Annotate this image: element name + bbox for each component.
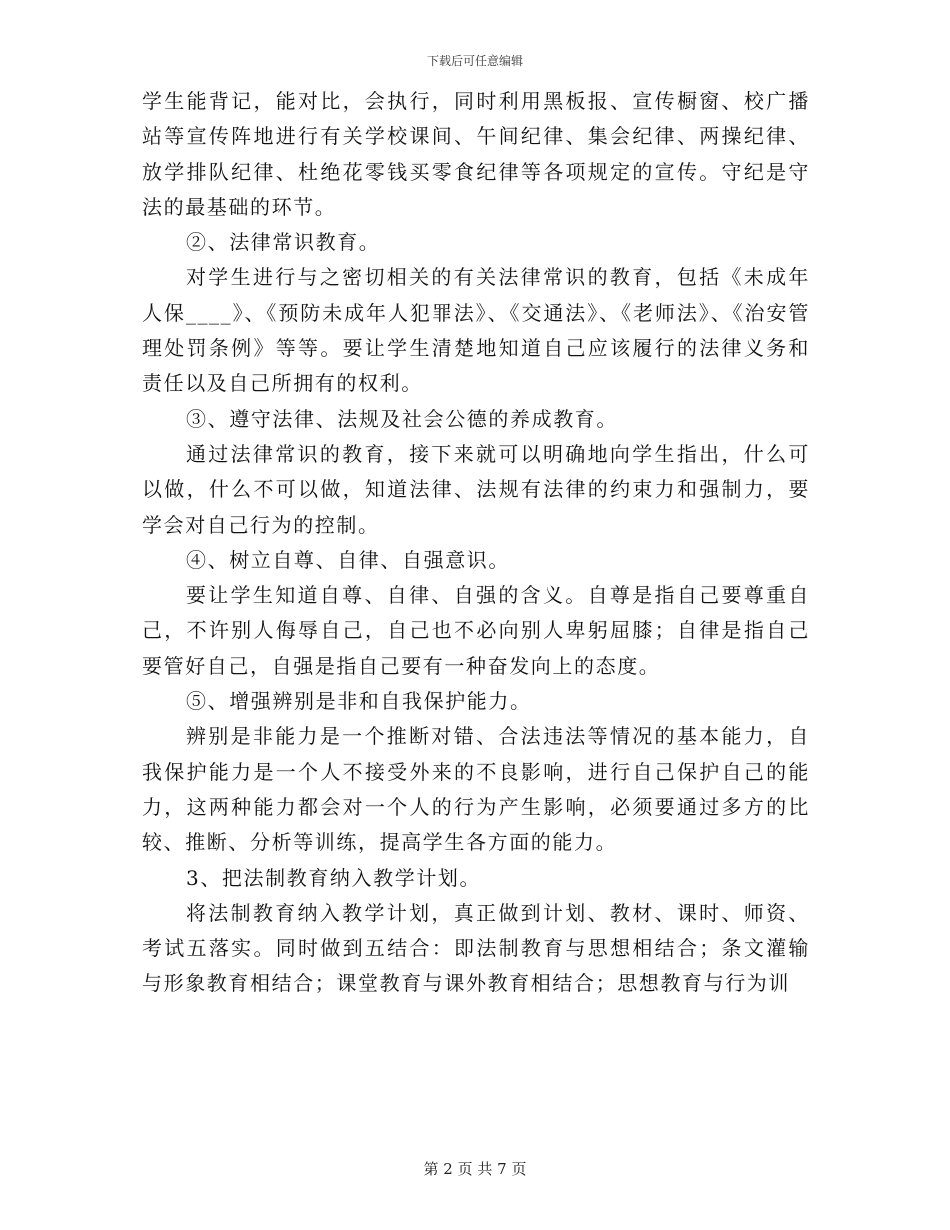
paragraph-law-compliance: 通过法律常识的教育，接下来就可以明确地向学生指出，什么可以做，什么不可以做，知道法律、法规有法律的约束力和强制力，要学会对自己行为的控制。 xyxy=(142,441,810,537)
page-header: 下载后可任意编辑 xyxy=(426,54,523,68)
section-heading-self-respect: ④、树立自尊、自律、自强意识。 xyxy=(186,547,510,572)
section-heading-legal-knowledge: ②、法律常识教育。 xyxy=(186,230,381,255)
paragraph-legal-knowledge: 对学生进行与之密切相关的有关法律常识的教育，包括《未成年人保____》、《预防未成年人犯罪法》、《交通法》、《老师法》、《治安管理处罚条例》等等。要让学生清楚地知道自己应该履行的法律义务和责任以及自己所拥有的权利。 xyxy=(142,265,810,396)
section-heading-teaching-plan: 3、把法制教育纳入教学计划。 xyxy=(186,865,482,890)
paragraph-self-protection: 辨别是非能力是一个推断对错、合法违法等情况的基本能力，自我保护能力是一个人不接受外来的不良影响，进行自己保护自己的能力，这两种能力都会对一个人的行为产生影响，必须要通过多方的比较、推断、分析等训练，提高学生各方面的能力。 xyxy=(142,724,810,855)
paragraph-continued: 学生能背记，能对比，会执行，同时利用黑板报、宣传橱窗、校广播站等宣传阵地进行有关学校课间、午间纪律、集会纪律、两操纪律、放学排队纪律、杜绝花零钱买零食纪律等各项规定的宣传。守纪是守法的最基础的环节。 xyxy=(142,89,810,219)
page-number: 第 2 页 共 7 页 xyxy=(423,1160,527,1178)
paragraph-teaching-plan: 将法制教育纳入教学计划，真正做到计划、教材、课时、师资、考试五落实。同时做到五结合：即法制教育与思想相结合；条文灌输与形象教育相结合；课堂教育与课外教育相结合；思想教育与行为训 xyxy=(142,900,810,996)
section-heading-self-protection: ⑤、增强辨别是非和自我保护能力。 xyxy=(186,689,532,714)
section-heading-law-compliance: ③、遵守法律、法规及社会公德的养成教育。 xyxy=(186,406,618,431)
document-body xyxy=(142,84,810,1002)
paragraph-self-respect: 要让学生知道自尊、自律、自强的含义。自尊是指自己要尊重自己，不许别人侮辱自己，自己也不必向别人卑躬屈膝；自律是指自己要管好自己，自强是指自己要有一种奋发向上的态度。 xyxy=(142,583,810,678)
